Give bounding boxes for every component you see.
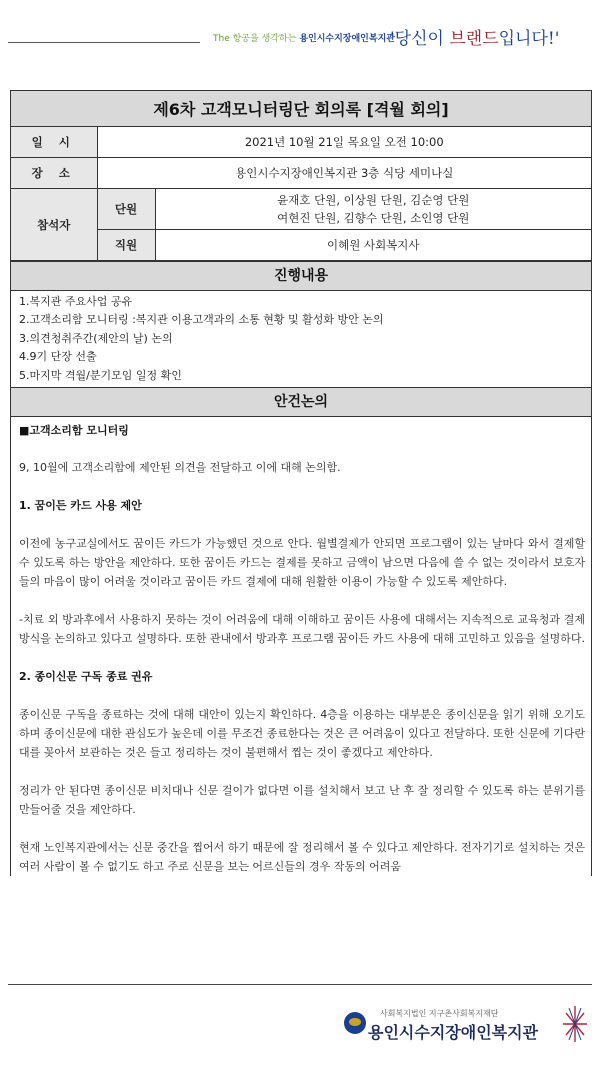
brand-post: 입니다!' bbox=[498, 29, 560, 49]
meeting-info-table bbox=[11, 91, 591, 261]
emblem-icon bbox=[560, 1004, 590, 1044]
progress-item: 5.마지막 격월/분기모임 일정 확인 bbox=[19, 368, 182, 382]
topic-2-paragraph-2: 정리가 안 된다면 종이신문 비치대나 신문 걸이가 없다면 이를 설치해서 보고 난 후 잘 정리할 수 있도록 하는 분위기를 만들어줄 것을 제안하다. bbox=[19, 784, 585, 817]
page-header bbox=[0, 0, 600, 60]
staff-value: 이혜원 사회복지사 bbox=[155, 230, 591, 261]
date-value: 2021년 10월 21일 목요일 오전 10:00 bbox=[97, 127, 591, 158]
agenda-body bbox=[11, 421, 591, 876]
brand-pre: '당신이 bbox=[390, 29, 450, 49]
topic-1-paragraph-1: 이전에 농구교실에서도 꿈이든 카드가 가능했던 것으로 안다. 월별결제가 안되면 프로그램이 있는 날마다 와서 결제할 수 있도록 하는 방안을 제안하다. 또한 꿈이든 카드는 결제를 못하고 금액이 남으면 다음에 쓸 수 없는 것이라서 보호자들의 마음이 많이 어려울 것이라고 꿈이든 카드 결제에 대해 원활한 이용이 가능할 수 있도록 제안하다. bbox=[19, 537, 585, 589]
header-rule bbox=[8, 42, 200, 43]
welfare-center-name: 용인시수지장애인복지관 bbox=[368, 1023, 539, 1042]
topic-2-paragraph-3: 현재 노인복지관에서는 신문 중간을 찝어서 하기 때문에 잘 정리해서 볼 수 있다고 제안하다. 전자기기로 설치하는 것은 여러 사람이 볼 수 없기도 하고 주로 신문을 보는 어르신들의 경우 작동의 어려움 bbox=[19, 841, 585, 874]
document-title: 제6차 고객모니터링단 회의록 [격월 회의] bbox=[11, 91, 591, 127]
foundation-name: 사회복지법인 지구촌사회복지재단 bbox=[380, 1009, 499, 1018]
progress-item: 3.의견청취주간(제안의 날) 논의 bbox=[19, 331, 173, 345]
members-line-1: 윤재호 단원, 이상원 단원, 김순영 단원 bbox=[277, 193, 470, 207]
attendees-label: 참석자 bbox=[11, 189, 97, 261]
topic-1-paragraph-2: -치료 외 방과후에서 사용하지 못하는 것이 어려움에 대해 이해하고 꿈이든 사용에 대해서는 지속적으로 교육청과 결제방식을 논의하고 있다고 설명하다. 또한 관내에서 방과후 프로그램 꿈이든 카드 사용에 대해 고민하고 있음을 설명하다. bbox=[19, 613, 585, 646]
welfare-center-logo-icon bbox=[344, 1012, 366, 1034]
page-footer bbox=[0, 970, 600, 1067]
minutes-document bbox=[10, 90, 592, 876]
topic-2-paragraph-1: 종이신문 구독을 종료하는 것에 대해 대안이 있는지 확인하다. 4층을 이용하는 대부분은 종이신문을 읽기 위해 오기도 하며 종이신문에 대한 관심도가 높은데 이를 무조건 종료한다는 것은 큰 어려움이 있다고 전달하다. 또한 신문에 기다란 대를 꽂아서 보관하는 것은 들고 정리하는 것이 불편해서 찝는 것이 좋겠다고 제안하다. bbox=[19, 708, 585, 760]
slogan-text: The 항공을 생각하는 bbox=[213, 34, 297, 44]
place-value: 용인시수지장애인복지관 3층 식당 세미나실 bbox=[97, 158, 591, 189]
members-value bbox=[155, 189, 591, 230]
agenda-intro: 9, 10월에 고객소리함에 제안된 의견을 전달하고 이에 대해 논의함. bbox=[19, 461, 341, 475]
members-label: 단원 bbox=[97, 189, 155, 230]
progress-heading: 진행내용 bbox=[11, 261, 591, 291]
progress-item: 1.복지관 주요사업 공유 bbox=[19, 295, 133, 308]
header-slogan bbox=[213, 31, 395, 44]
staff-label: 직원 bbox=[97, 230, 155, 261]
brand-accent: 브랜드 bbox=[449, 29, 499, 49]
agenda-heading: 안건논의 bbox=[11, 387, 591, 417]
footer-rule bbox=[8, 984, 592, 985]
members-line-2: 여현진 단원, 김향수 단원, 소인영 단원 bbox=[277, 211, 470, 225]
progress-list bbox=[11, 291, 591, 387]
topic-2-title: 2. 종이신문 구독 종료 권유 bbox=[19, 670, 153, 684]
progress-item: 4.9기 단장 선출 bbox=[19, 350, 97, 364]
progress-item: 2.고객소리함 모니터링 :복지관 이용고객과의 소통 현황 및 활성화 방안 논의 bbox=[19, 313, 384, 327]
brand-slogan bbox=[390, 24, 559, 49]
place-label: 장 소 bbox=[11, 158, 97, 189]
slogan-org: 용인시수지장애인복지관 bbox=[299, 34, 395, 44]
agenda-section-title: ■고객소리함 모니터링 bbox=[19, 424, 129, 438]
date-label: 일 시 bbox=[11, 127, 97, 158]
topic-1-title: 1. 꿈이든 카드 사용 제안 bbox=[19, 499, 142, 513]
